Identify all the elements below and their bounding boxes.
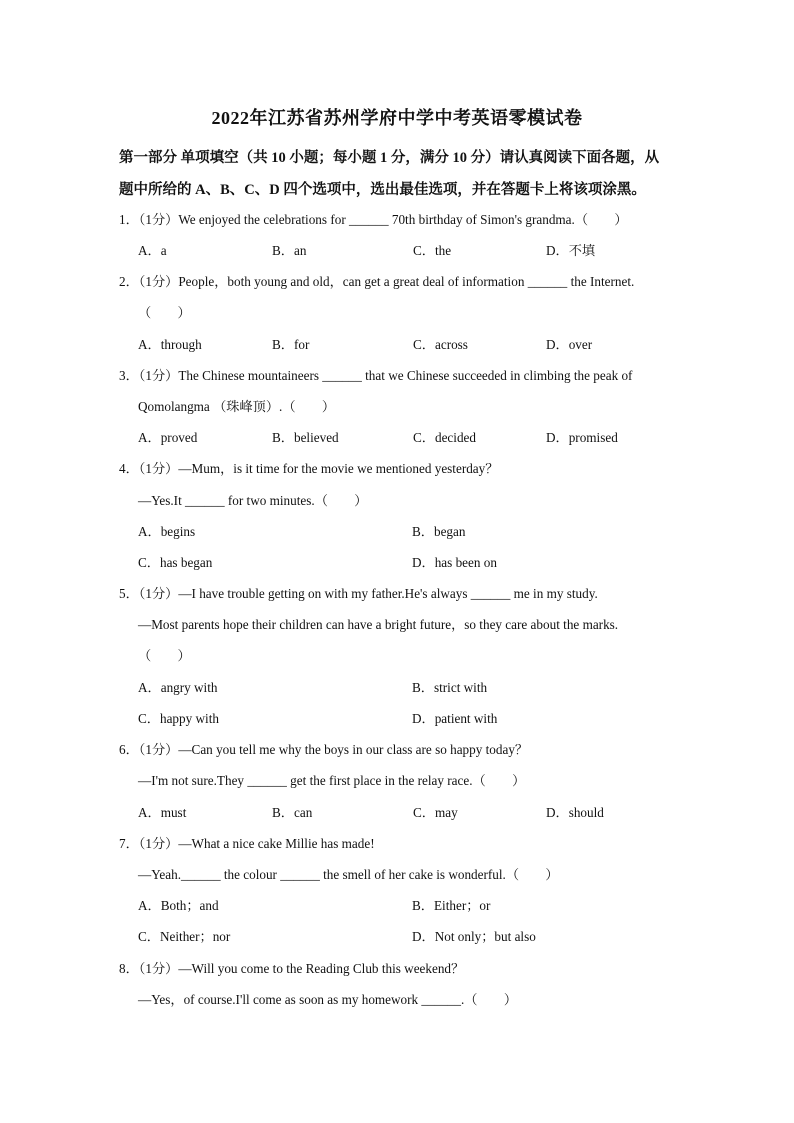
question-3-stem: Qomolangma （珠峰顶）.（ ） <box>138 399 336 414</box>
question-6-option-d[interactable]: D．should <box>546 805 604 820</box>
question-1-option-d[interactable]: D．不填 <box>546 243 596 258</box>
question-5-stem: 5．（1分）—I have trouble getting on with my father.He's always ______ me in my study. <box>119 586 598 601</box>
question-6-option-b[interactable]: B．can <box>272 805 313 820</box>
question-3-option-c[interactable]: C．decided <box>413 430 476 445</box>
exam-title: 2022年江苏省苏州学府中学中考英语零模试卷 <box>211 108 583 128</box>
question-7-option-c[interactable]: C．Neither；nor <box>138 929 231 944</box>
question-8-stem: 8．（1分）—Will you come to the Reading Club this weekend？ <box>119 961 465 976</box>
section-intro-line: 第一部分 单项填空（共 10 小题；每小题 1 分，满分 10 分）请认真阅读下面各题，从 <box>119 150 660 166</box>
question-3-stem: 3．（1分）The Chinese mountaineers ______ that we Chinese succeeded in climbing the peak of <box>119 368 633 383</box>
question-6-option-a[interactable]: A．must <box>138 805 187 820</box>
question-4-option-a[interactable]: A．begins <box>138 524 196 539</box>
question-1-option-c[interactable]: C．the <box>413 243 452 258</box>
question-8-stem: —Yes，of course.I'll come as soon as my homework ______.（ ） <box>138 992 518 1007</box>
question-6-option-c[interactable]: C．may <box>413 805 458 820</box>
question-5-stem: —Most parents hope their children can have a bright future，so they care about the marks. <box>138 617 619 632</box>
question-7-option-b[interactable]: B．Either；or <box>412 898 491 913</box>
question-5-option-a[interactable]: A．angry with <box>138 680 218 695</box>
question-2-option-b[interactable]: B．for <box>272 337 310 352</box>
question-2-stem: 2．（1分）People，both young and old，can get a great deal of information ______ the Internet. <box>119 274 635 289</box>
question-7-option-a[interactable]: A．Both；and <box>138 898 219 913</box>
question-5-stem: （ ） <box>138 648 191 663</box>
question-4-option-b[interactable]: B．began <box>412 524 466 539</box>
question-5-option-b[interactable]: B．strict with <box>412 680 488 695</box>
question-5-option-d[interactable]: D．patient with <box>412 711 498 726</box>
question-2-stem: （ ） <box>138 305 191 320</box>
question-4-stem: —Yes.It ______ for two minutes.（ ） <box>138 493 368 508</box>
question-2-option-a[interactable]: A．through <box>138 337 202 352</box>
question-7-stem: —Yeah.______ the colour ______ the smell of her cake is wonderful.（ ） <box>138 867 559 882</box>
question-3-option-d[interactable]: D．promised <box>546 430 618 445</box>
question-3-option-b[interactable]: B．believed <box>272 430 339 445</box>
question-1-option-b[interactable]: B．an <box>272 243 307 258</box>
question-3-option-a[interactable]: A．proved <box>138 430 198 445</box>
question-5-option-c[interactable]: C．happy with <box>138 711 219 726</box>
question-1-stem: 1．（1分）We enjoyed the celebrations for ______ 70th birthday of Simon's grandma.（ ） <box>119 212 628 227</box>
question-2-option-d[interactable]: D．over <box>546 337 593 352</box>
question-6-stem: 6．（1分）—Can you tell me why the boys in our class are so happy today？ <box>119 742 529 757</box>
question-7-stem: 7．（1分）—What a nice cake Millie has made! <box>119 836 375 851</box>
question-4-stem: 4．（1分）—Mum，is it time for the movie we mentioned yesterday？ <box>119 461 499 476</box>
question-6-stem: —I'm not sure.They ______ get the first place in the relay race.（ ） <box>138 773 526 788</box>
question-1-option-a[interactable]: A．a <box>138 243 167 258</box>
section-intro-line: 题中所给的 A、B、C、D 四个选项中，选出最佳选项，并在答题卡上将该项涂黑。 <box>119 182 646 198</box>
question-7-option-d[interactable]: D．Not only；but also <box>412 929 536 944</box>
question-2-option-c[interactable]: C．across <box>413 337 468 352</box>
question-4-option-d[interactable]: D．has been on <box>412 555 497 570</box>
question-4-option-c[interactable]: C．has began <box>138 555 213 570</box>
